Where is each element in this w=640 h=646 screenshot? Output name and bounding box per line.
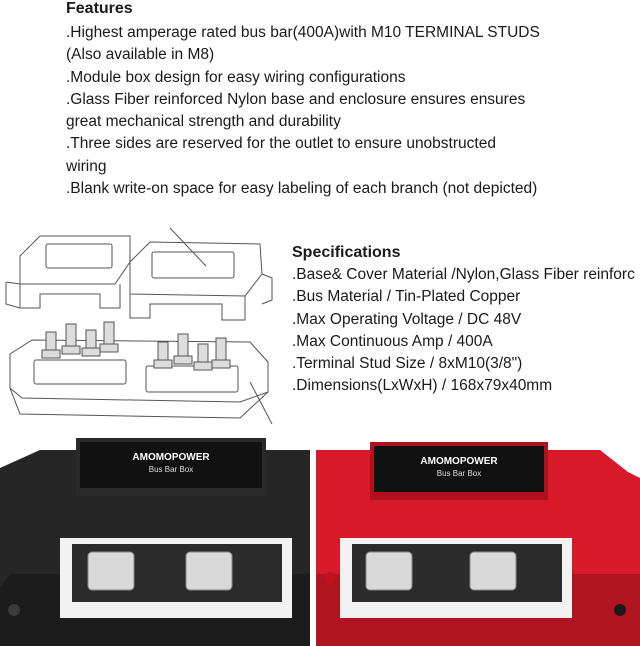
spec-line: .Max Operating Voltage / DC 48V <box>292 310 522 328</box>
spec-line: .Dimensions(LxWxH) / 168x79x40mm <box>292 377 553 395</box>
specifications-list <box>292 264 640 398</box>
feature-line: (Also available in M8) <box>66 46 215 64</box>
feature-line: wiring <box>66 157 107 175</box>
feature-line: great mechanical strength and durability <box>66 113 341 131</box>
feature-line: .Glass Fiber reinforced Nylon base and enclosure ensures ensures <box>66 90 526 108</box>
red-box-label: Bus Bar Box <box>436 469 482 478</box>
red-box-brand: AMOMOPOWER <box>420 456 498 467</box>
feature-line: .Highest amperage rated bus bar(400A)with M10 TERMINAL STUDS <box>66 24 540 41</box>
spec-line: .Max Continuous Amp / 400A <box>292 332 493 350</box>
specifications-title: Specifications <box>292 244 401 261</box>
black-box-label: Bus Bar Box <box>148 465 194 474</box>
spec-line: .Terminal Stud Size / 8xM10(3/8") <box>292 355 523 373</box>
exploded-line-diagram <box>0 222 285 432</box>
feature-line: .Blank write-on space for easy labeling of each branch (not depicted) <box>66 180 538 198</box>
feature-line: .Three sides are reserved for the outlet to ensure unobstructed <box>66 135 496 153</box>
spec-line: .Bus Material / Tin-Plated Copper <box>292 288 521 306</box>
feature-line: .Module box design for easy wiring configurations <box>66 68 406 86</box>
bus-bar-box-photo <box>0 438 640 646</box>
features-list <box>66 22 640 200</box>
features-title: Features <box>66 0 133 17</box>
black-box-brand: AMOMOPOWER <box>132 452 210 463</box>
spec-line: .Base& Cover Material /Nylon,Glass Fiber reinforc <box>292 266 635 283</box>
